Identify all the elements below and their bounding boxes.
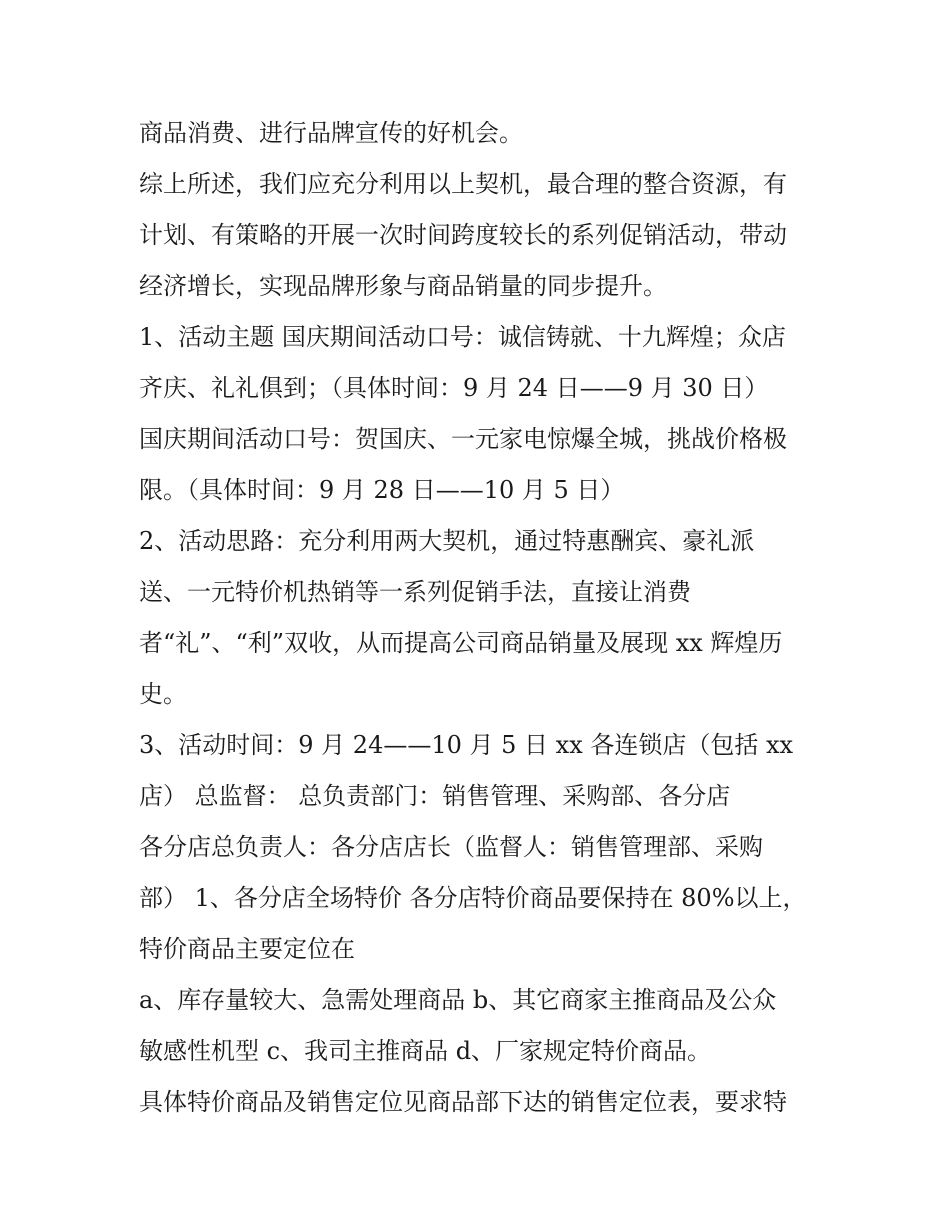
text-line: 经济增长，实现品牌形象与商品销量的同步提升。 xyxy=(139,272,667,300)
text-line: a、库存量较大、急需处理商品 b、其它商家主推商品及公众 xyxy=(139,986,777,1014)
text-line: 史。 xyxy=(139,680,187,708)
text-line: 齐庆、礼礼俱到；（具体时间：9 月 24 日——9 月 30 日） xyxy=(139,374,769,402)
text-line: 送、一元特价机热销等一系列促销手法，直接让消费 xyxy=(139,578,691,606)
text-line: 计划、有策略的开展一次时间跨度较长的系列促销活动，带动 xyxy=(139,221,787,249)
text-line: 店） 总监督： 总负责部门：销售管理、采购部、各分店 xyxy=(139,782,731,810)
text-line: 限。（具体时间：9 月 28 日——10 月 5 日） xyxy=(139,476,625,504)
text-line: 者“礼”、“利”双收，从而提高公司商品销量及展现 xx 辉煌历 xyxy=(139,629,783,657)
text-line: 2、活动思路：充分利用两大契机，通过特惠酬宾、豪礼派 xyxy=(139,527,755,555)
document-body xyxy=(139,108,819,1128)
text-line: 3、活动时间：9 月 24——10 月 5 日 xx 各连锁店（包括 xx xyxy=(139,731,794,759)
text-line: 特价商品主要定位在 xyxy=(139,935,355,963)
text-line: 具体特价商品及销售定位见商品部下达的销售定位表，要求特 xyxy=(139,1088,787,1116)
text-line: 部） 1、各分店全场特价 各分店特价商品要保持在 80%以上， xyxy=(139,884,807,912)
text-line: 国庆期间活动口号：贺国庆、一元家电惊爆全城，挑战价格极 xyxy=(139,425,787,453)
text-line: 1、活动主题 国庆期间活动口号：诚信铸就、十九辉煌；众店 xyxy=(139,323,786,351)
text-line: 综上所述，我们应充分利用以上契机，最合理的整合资源，有 xyxy=(139,170,787,198)
text-line: 各分店总负责人：各分店店长（监督人：销售管理部、采购 xyxy=(139,833,763,861)
text-line: 商品消费、进行品牌宣传的好机会。 xyxy=(139,119,523,147)
text-line: 敏感性机型 c、我司主推商品 d、厂家规定特价商品。 xyxy=(139,1037,712,1065)
